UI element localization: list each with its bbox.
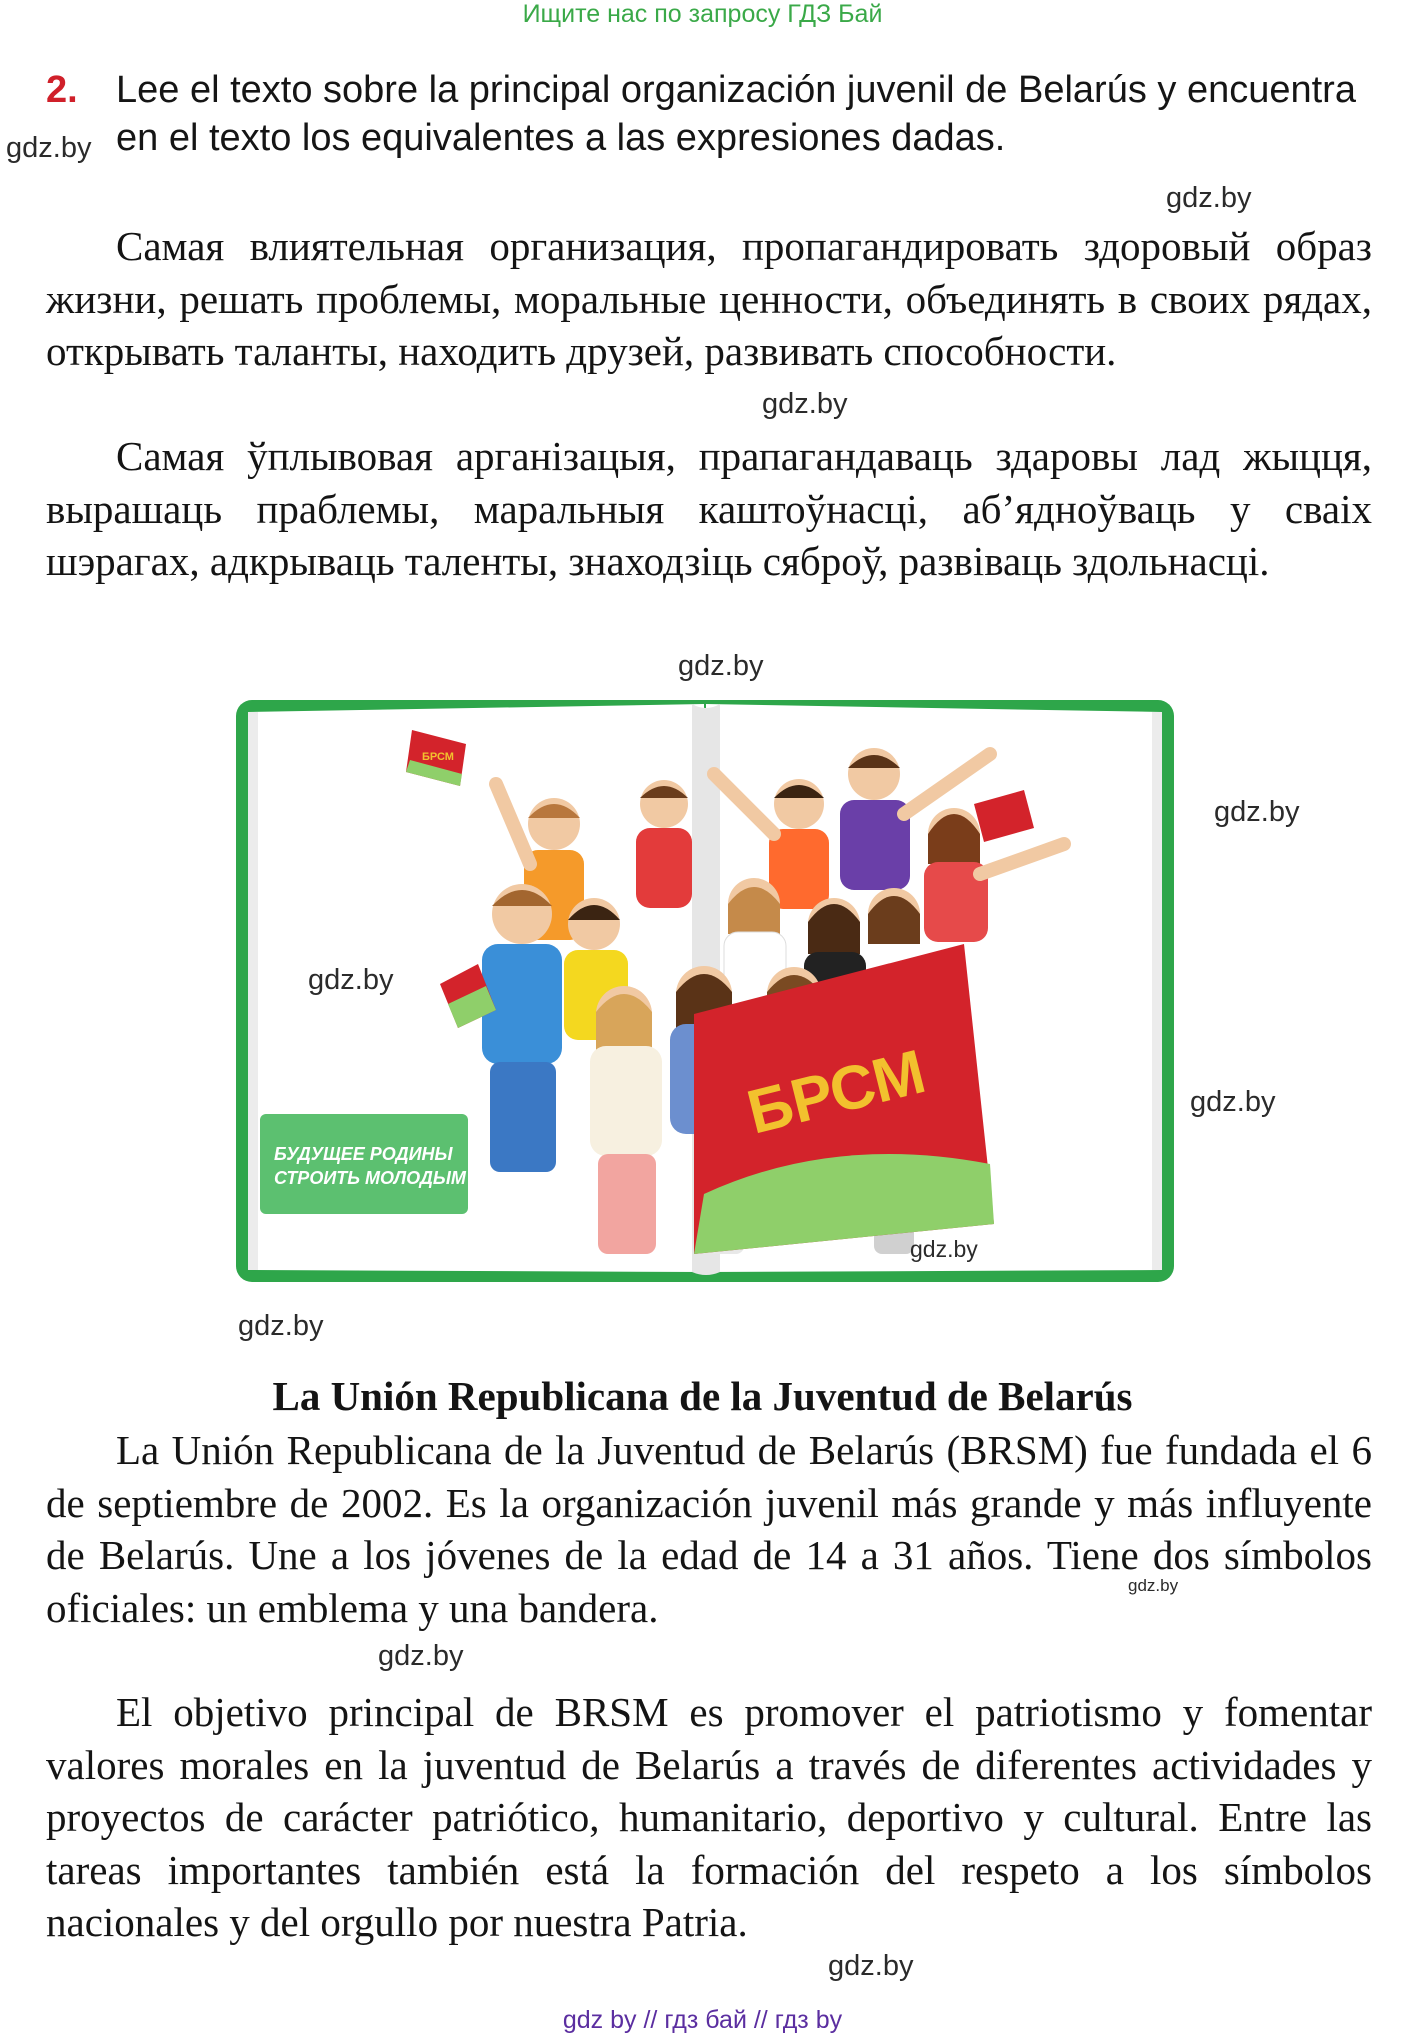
slogan-box [260, 1114, 468, 1214]
watermark: gdz.by [828, 1950, 914, 1982]
task-instruction [46, 66, 1376, 162]
watermark: gdz.by [308, 964, 394, 996]
top-banner: Ищите нас по запросу ГДЗ Бай [522, 0, 883, 28]
flag-text: БРСМ [740, 1037, 933, 1148]
belarusian-phrases: Самая ўплывовая арганізацыя, прапагандаваць здаровы лад жыцця, вырашаць праблемы, маральныя каштоўнасці, аб’ядноўваць у сваіх шэрагах, адкрываць таленты, знаходзіць сяброў, развіваць здольнасці. [46, 433, 1372, 584]
watermark: gdz.by [762, 388, 848, 420]
task-text: Lee el texto sobre la principal organización juvenil de Belarús y encuentra en el texto los equivalentes a las expresiones dadas. [116, 69, 1356, 159]
article-title: La Unión Republicana de la Juventud de Belarús [272, 1373, 1133, 1419]
russian-phrases: Самая влиятельная организация, пропагандировать здоровый образ жизни, решать проблемы, моральные ценности, объединять в своих рядах, открывать таланты, находить друзей, развивать способности. [46, 223, 1372, 374]
footer: gdz by // гдз бай // гдз by [562, 2006, 843, 2034]
watermark: gdz.by [678, 650, 764, 682]
watermark: gdz.by [378, 1640, 464, 1672]
watermark: gdz.by [1214, 796, 1300, 828]
watermark: gdz.by [910, 1236, 978, 1262]
watermark: gdz.by [238, 1310, 324, 1342]
article-paragraph-2: El objetivo principal de BRSM es promover el patriotismo y fomentar valores morales en la juventud de Belarús a través de diferentes actividades y proyectos de carácter patriótico, humanitario, deportivo y cultural. Entre las tareas importantes también está la formación del respeto a los símbolos nacionales y del orgullo por nuestra Patria. [46, 1689, 1372, 1945]
article-paragraph-1: La Unión Republicana de la Juventud de Belarús (BRSM) fue fundada el 6 de septiembre de 2002. Es la organización juvenil más grande y más influyente de Belarús. Une a los jóvenes de la edad de 14 a 31 años. Tiene dos símbolos oficiales: un emblema y una bandera. [46, 1427, 1372, 1631]
task-number: 2. [46, 69, 78, 111]
slogan-line1: БУДУЩЕЕ РОДИНЫ [274, 1144, 453, 1164]
watermark: gdz.by [1166, 182, 1252, 214]
watermark: gdz.by [6, 132, 92, 164]
watermark: gdz.by [1190, 1086, 1276, 1118]
small-flag-text: БРСМ [422, 751, 454, 763]
watermark: gdz.by [1128, 1576, 1179, 1595]
slogan-line2: СТРОИТЬ МОЛОДЫМ [274, 1168, 466, 1188]
